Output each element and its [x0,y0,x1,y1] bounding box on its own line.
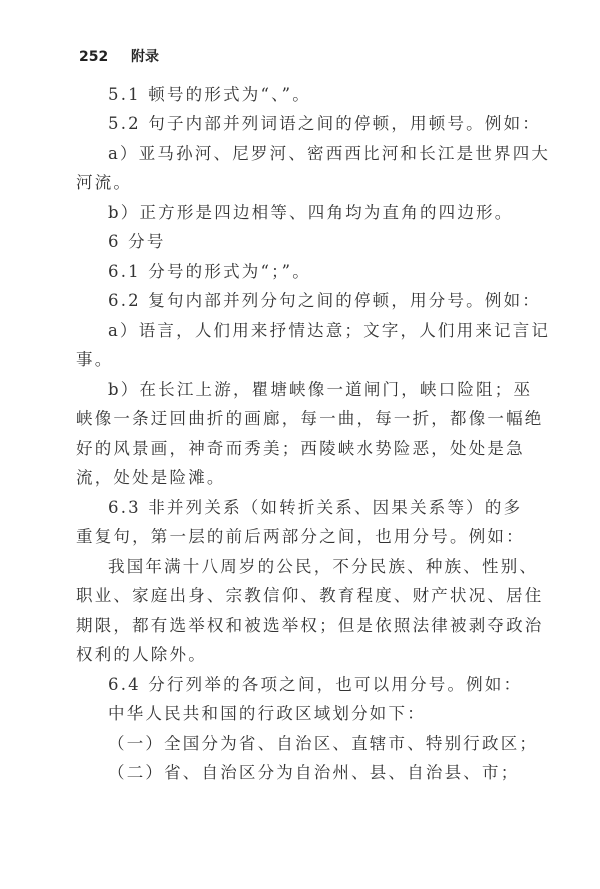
section-title: 附录 [131,49,159,65]
text-line: 重复句，第一层的前后两部分之间，也用分号。例如： [76,527,525,546]
text-line: b）正方形是四边相等、四角均为直角的四边形。 [108,203,514,222]
text-line: 好的风景画，神奇而秀美；西陵峡水势险恶，处处是急 [76,439,525,458]
text-line: （一）全国分为省、自治区、直辖市、特别行政区； [108,734,539,753]
running-head [79,46,159,66]
text-line: 河流。 [76,173,133,192]
text-line: 我国年满十八周岁的公民，不分民族、种族、性别、 [108,557,539,576]
text-line: a）语言，人们用来抒情达意；文字，人们用来记言记 [108,321,551,340]
text-line: 期限，都有选举权和被选举权；但是依照法律被剥夺政治 [76,616,544,635]
text-line: 6.3 非并列关系（如转折关系、因果关系等）的多 [108,498,523,517]
text-line: 事。 [76,350,114,369]
text-line: 5.1 顿号的形式为“、”。 [108,85,311,104]
text-line: 中华人民共和国的行政区域划分如下： [108,704,426,723]
text-line: 流，处处是险滩。 [76,468,226,487]
text-line: 权利的人除外。 [76,645,207,664]
text-line: a）亚马孙河、尼罗河、密西西比河和长江是世界四大 [108,144,551,163]
text-line: 峡像一条迂回曲折的画廊，每一曲，每一折，都像一幅绝 [76,409,544,428]
text-line: b）在长江上游，瞿塘峡像一道闸门，峡口险阻；巫 [108,380,533,399]
text-line: 6.4 分行列举的各项之间，也可以用分号。例如： [108,675,523,694]
page-number: 252 [79,49,109,65]
text-line: 职业、家庭出身、宗教信仰、教育程度、财产状况、居住 [76,586,544,605]
text-line: 6.2 复句内部并列分句之间的停顿，用分号。例如： [108,291,541,310]
text-line: 6.1 分号的形式为“；”。 [108,262,311,281]
text-line: 6 分号 [108,232,166,251]
text-line: 5.2 句子内部并列词语之间的停顿，用顿号。例如： [108,114,541,133]
text-line: （二）省、自治区分为自治州、县、自治县、市； [108,763,520,782]
